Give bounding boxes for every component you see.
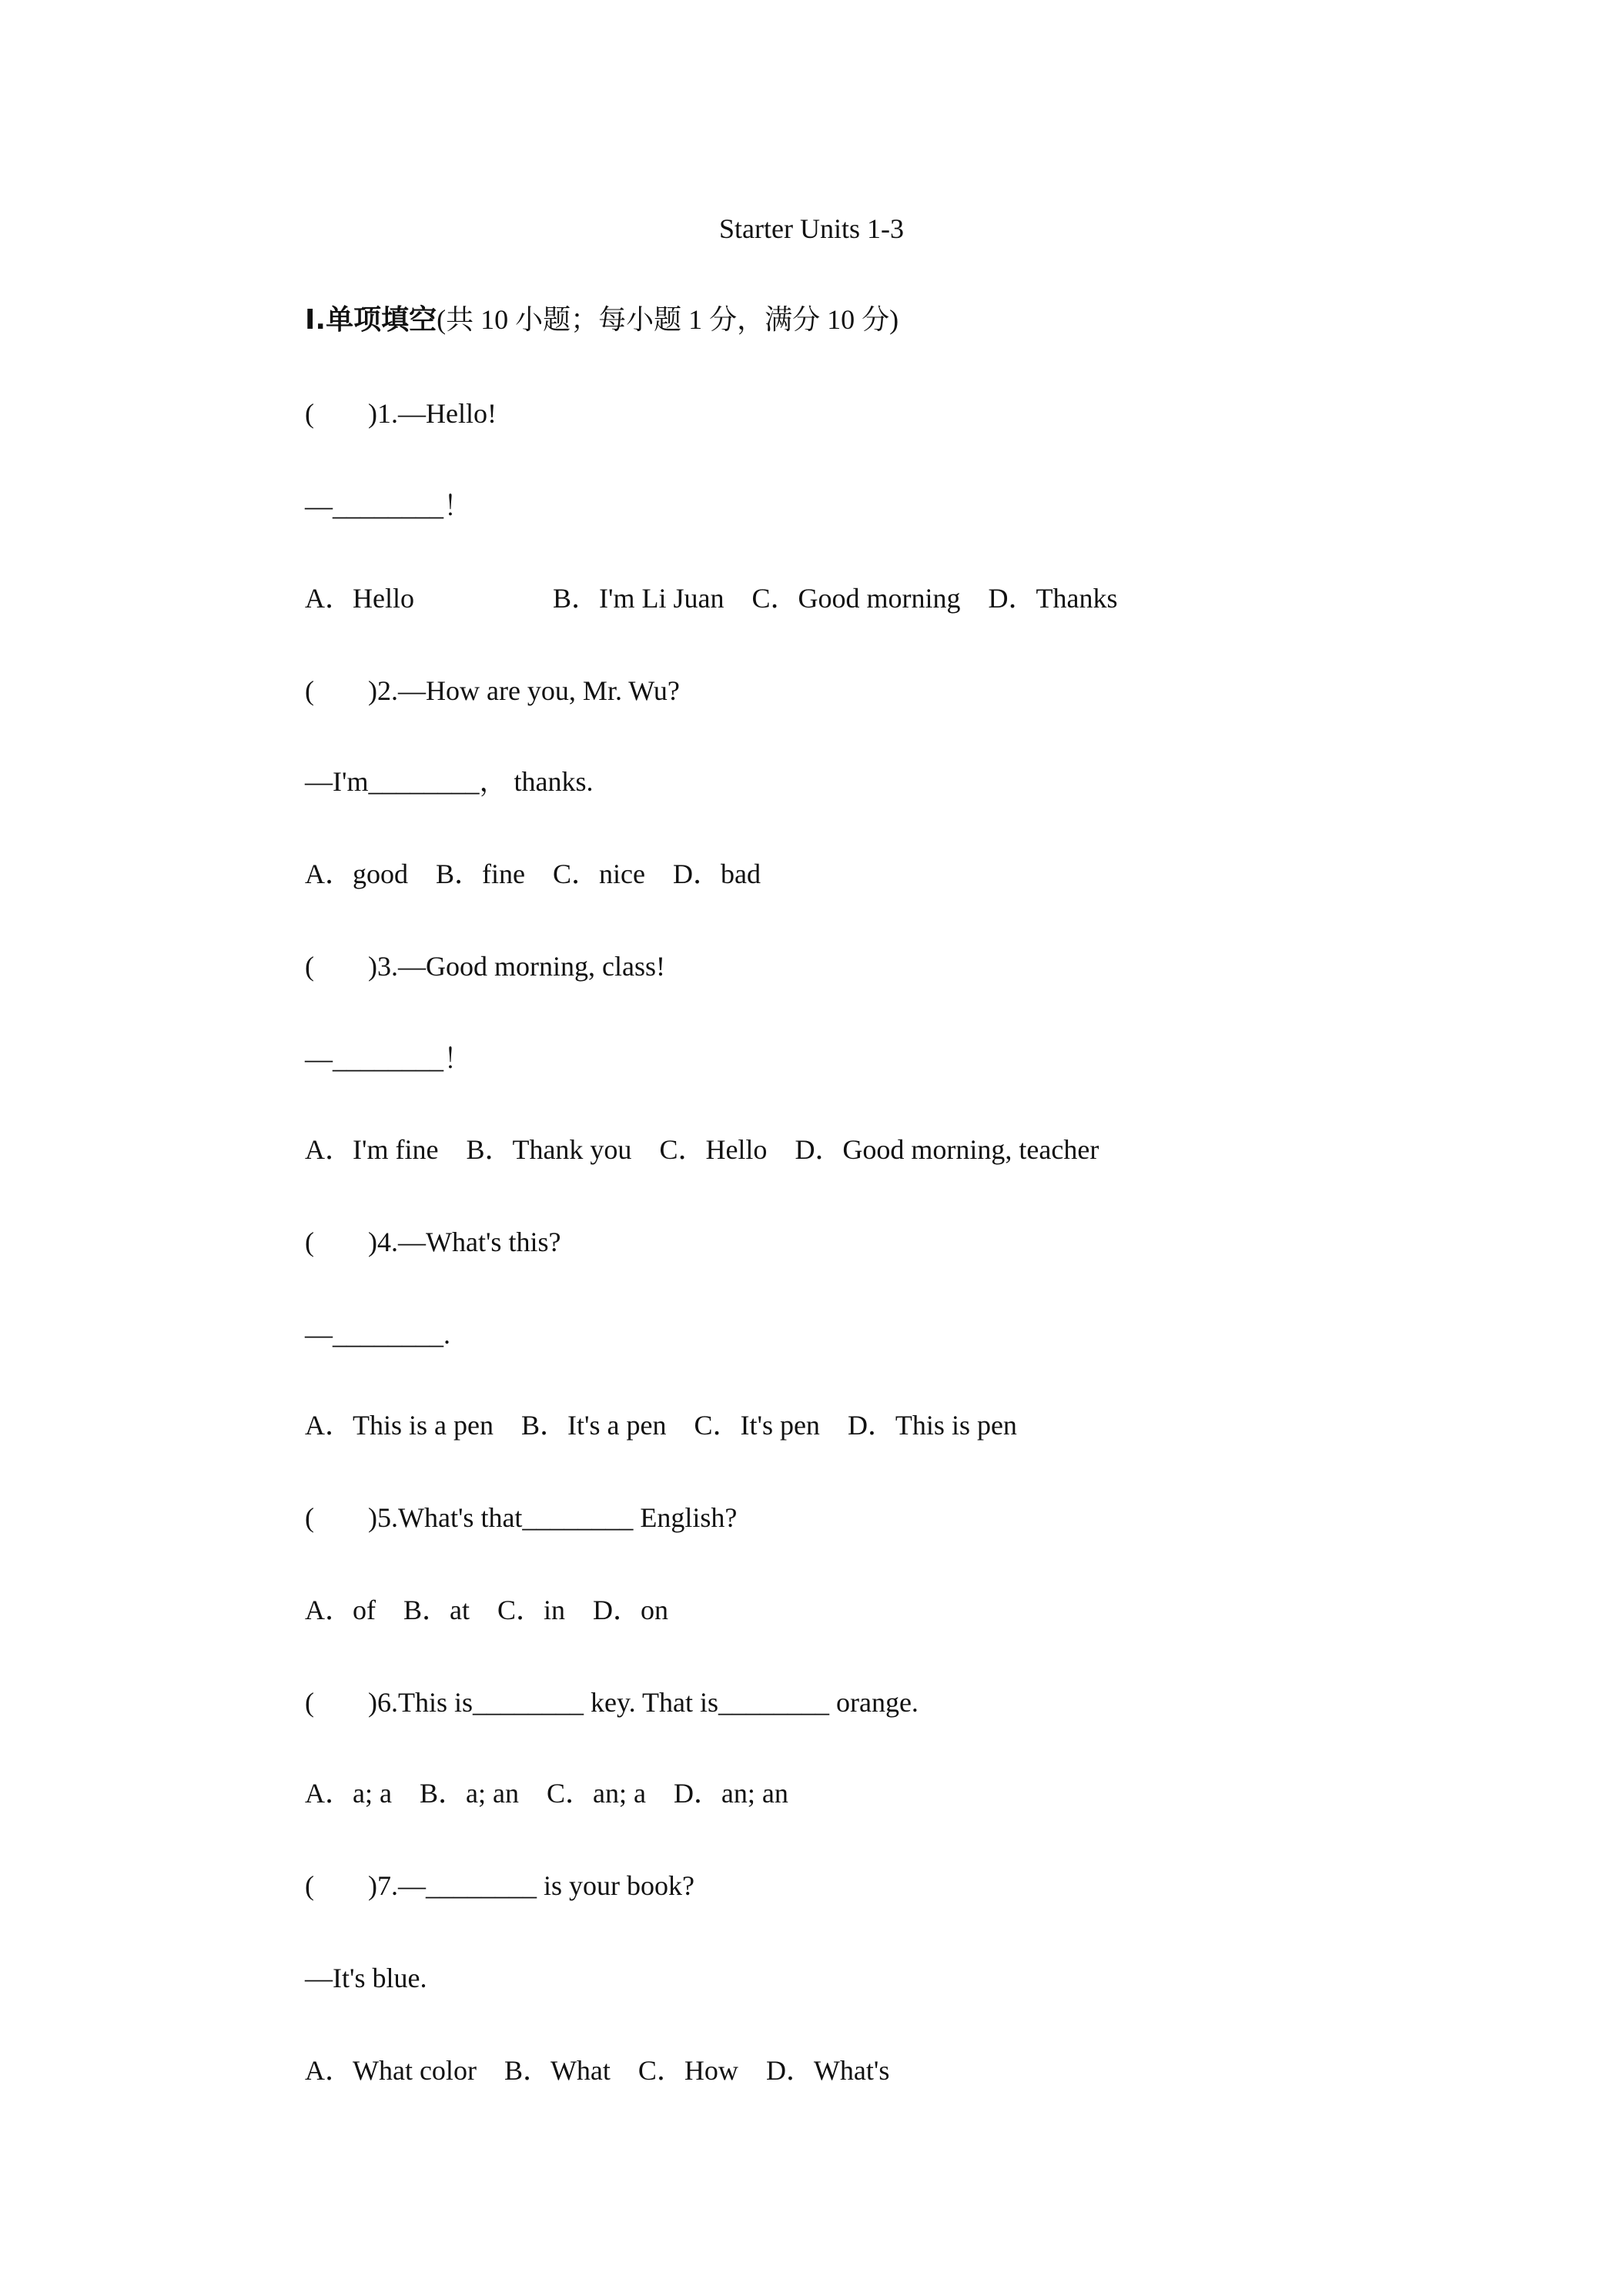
option-a: A．a; a — [305, 1778, 392, 1809]
question-1-options — [305, 579, 1145, 618]
option-d: D．an; an — [673, 1778, 788, 1809]
option-d: D．What's — [765, 2055, 890, 2086]
option-c: C．How — [637, 2055, 738, 2086]
page-title: Starter Units 1-3 — [719, 213, 904, 244]
option-a: A．I'm fine — [305, 1134, 439, 1165]
option-a: A．good — [305, 858, 408, 889]
option-c: C．It's pen — [694, 1410, 820, 1441]
option-c: C．an; a — [546, 1778, 646, 1809]
answer-paren-open: ( — [305, 951, 314, 982]
option-b: B．fine — [436, 858, 525, 889]
option-d: D．Thanks — [988, 583, 1118, 614]
question-2-reply: —I'm________， thanks. — [305, 766, 594, 797]
question-text: )3.—Good morning, class! — [368, 951, 665, 982]
option-a: A．of — [305, 1595, 376, 1625]
question-4-options — [305, 1406, 1045, 1444]
question-text: )2.—How are you, Mr. Wu? — [368, 675, 680, 706]
question-5-stem — [305, 1498, 737, 1537]
section-heading — [305, 300, 899, 340]
option-c: C．nice — [552, 858, 645, 889]
question-5-options — [305, 1591, 696, 1629]
option-d: D．Good morning, teacher — [795, 1134, 1099, 1165]
question-text: )5.What's that________ English? — [368, 1502, 738, 1533]
option-d: D．bad — [672, 858, 761, 889]
answer-paren-open: ( — [305, 1227, 314, 1257]
section-scoring: (共 10 小题；每小题 1 分，满分 10 分) — [437, 304, 899, 335]
option-b: B．Thank you — [466, 1134, 632, 1165]
question-2-options — [305, 855, 788, 893]
answer-paren-open: ( — [305, 675, 314, 706]
answer-paren-open: ( — [305, 1870, 314, 1901]
option-c: C．Hello — [659, 1134, 768, 1165]
question-7-options — [305, 2051, 917, 2090]
question-7-reply: —It's blue. — [305, 1963, 427, 1993]
question-1-stem — [305, 394, 497, 433]
option-b: B．I'm Li Juan — [552, 583, 724, 614]
option-b: B．It's a pen — [520, 1410, 667, 1441]
answer-paren-open: ( — [305, 1687, 314, 1718]
section-label: I.单项填空 — [305, 304, 437, 336]
question-3-options — [305, 1130, 1126, 1169]
option-d: D．This is pen — [847, 1410, 1017, 1441]
question-text: )6.This is________ key. That is________ orange. — [368, 1687, 919, 1718]
question-3-reply: —________！ — [305, 1043, 472, 1074]
option-a: A．Hello — [305, 583, 414, 614]
question-4-reply: —________. — [305, 1319, 450, 1350]
option-d: D．on — [593, 1595, 669, 1625]
option-c: C．in — [497, 1595, 566, 1625]
question-7-stem — [305, 1866, 694, 1905]
option-c: C．Good morning — [751, 583, 961, 614]
question-2-stem — [305, 671, 680, 710]
option-b: B．a; an — [419, 1778, 519, 1809]
question-4-stem — [305, 1223, 561, 1261]
question-1-reply: —________！ — [305, 490, 472, 521]
option-b: B．What — [504, 2055, 611, 2086]
question-6-options — [305, 1774, 816, 1812]
question-text: )7.—________ is your book? — [368, 1870, 694, 1901]
option-b: B．at — [403, 1595, 470, 1625]
answer-paren-open: ( — [305, 1502, 314, 1533]
question-text: )1.—Hello! — [368, 398, 497, 429]
answer-paren-open: ( — [305, 398, 314, 429]
option-a: A．This is a pen — [305, 1410, 494, 1441]
option-a: A．What color — [305, 2055, 477, 2086]
question-6-stem — [305, 1683, 919, 1722]
question-3-stem — [305, 947, 665, 986]
question-text: )4.—What's this? — [368, 1227, 561, 1257]
